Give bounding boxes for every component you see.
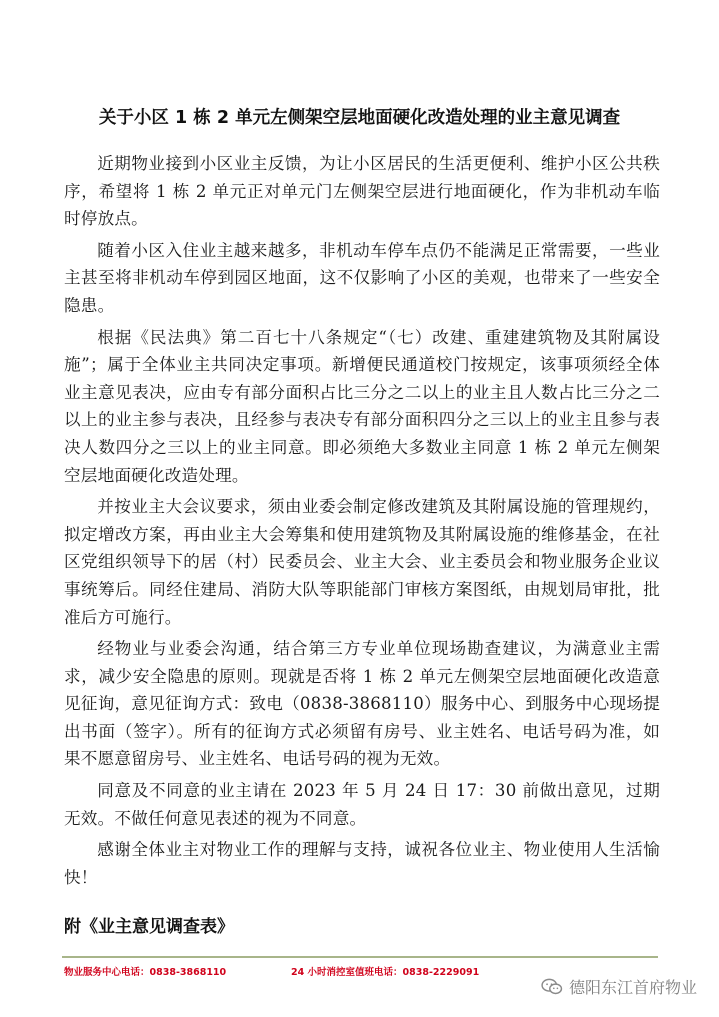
paragraph-7: 感谢全体业主对物业工作的理解与支持，诚祝各位业主、物业使用人生活愉快！ [64, 840, 660, 887]
document-body [64, 150, 660, 895]
document-title: 关于小区 1 栋 2 单元左侧架空层地面硬化改造处理的业主意见调查 [98, 108, 621, 128]
paragraph-6: 同意及不同意的业主请在 2023 年 5 月 24 日 17：30 前做出意见，过期无效。不做任何意见表述的视为不同意。 [64, 781, 660, 828]
watermark-text: 德阳东江首府物业 [568, 978, 697, 997]
paragraph-3: 根据《民法典》第二百七十八条规定“（七）改建、重建建筑物及其附属设施”；属于全体业主共同决定事项。新增便民通道校门按规定，该事项须经全体业主意见表决，应由专有部分面积占比三分之二以上的业主且人数占比三分之二以上的业主参与表决，且经参与表决专有部分面积四分之三以上的业主且参与表决人数四分之三以上的业主同意。即必须绝大多数业主同意 1 栋 2 单元左侧架空层地面硬化改造处理。 [64, 327, 660, 485]
appendix-title: 附《业主意见调查表》 [64, 917, 234, 937]
footer-service-phone: 物业服务中心电话：0838-3868110 [64, 967, 227, 978]
footer-divider [62, 956, 658, 958]
watermark [541, 975, 697, 998]
paragraph-1: 近期物业接到小区业主反馈，为让小区居民的生活更便利、维护小区公共秩序，希望将 1 栋 2 单元正对单元门左侧架空层进行地面硬化，作为非机动车临时停放点。 [64, 154, 660, 229]
wechat-icon [541, 978, 563, 996]
paragraph-2: 随着小区入住业主越来越多，非机动车停车点仍不能满足正常需要，一些业主甚至将非机动车停到园区地面，这不仅影响了小区的美观，也带来了一些安全隐患。 [64, 240, 660, 315]
paragraph-5: 经物业与业委会沟通，结合第三方专业单位现场勘查建议，为满意业主需求，减少安全隐患的原则。现就是否将 1 栋 2 单元左侧架空层地面硬化改造意见征询，意见征询方式：致电（0838-3868110）服务中心、到服务中心现场提出书面（签字）。所有的征询方式必须留有房号、业主姓名、电话号码为准，如果不愿意留房号、业主姓名、电话号码的视为无效。 [64, 639, 660, 769]
paragraph-4: 并按业主大会议要求，须由业委会制定修改建筑及其附属设施的管理规约，拟定增改方案，再由业主大会筹集和使用建筑物及其附属设施的维修基金，在社区党组织领导下的居（村）民委员会、业主大会、业主委员会和物业服务企业议事统筹后。同经住建局、消防大队等职能部门审核方案图纸，由规划局审批，批准后方可施行。 [64, 497, 660, 627]
footer-fire-phone: 24 小时消控室值班电话：0838-2229091 [291, 967, 480, 978]
